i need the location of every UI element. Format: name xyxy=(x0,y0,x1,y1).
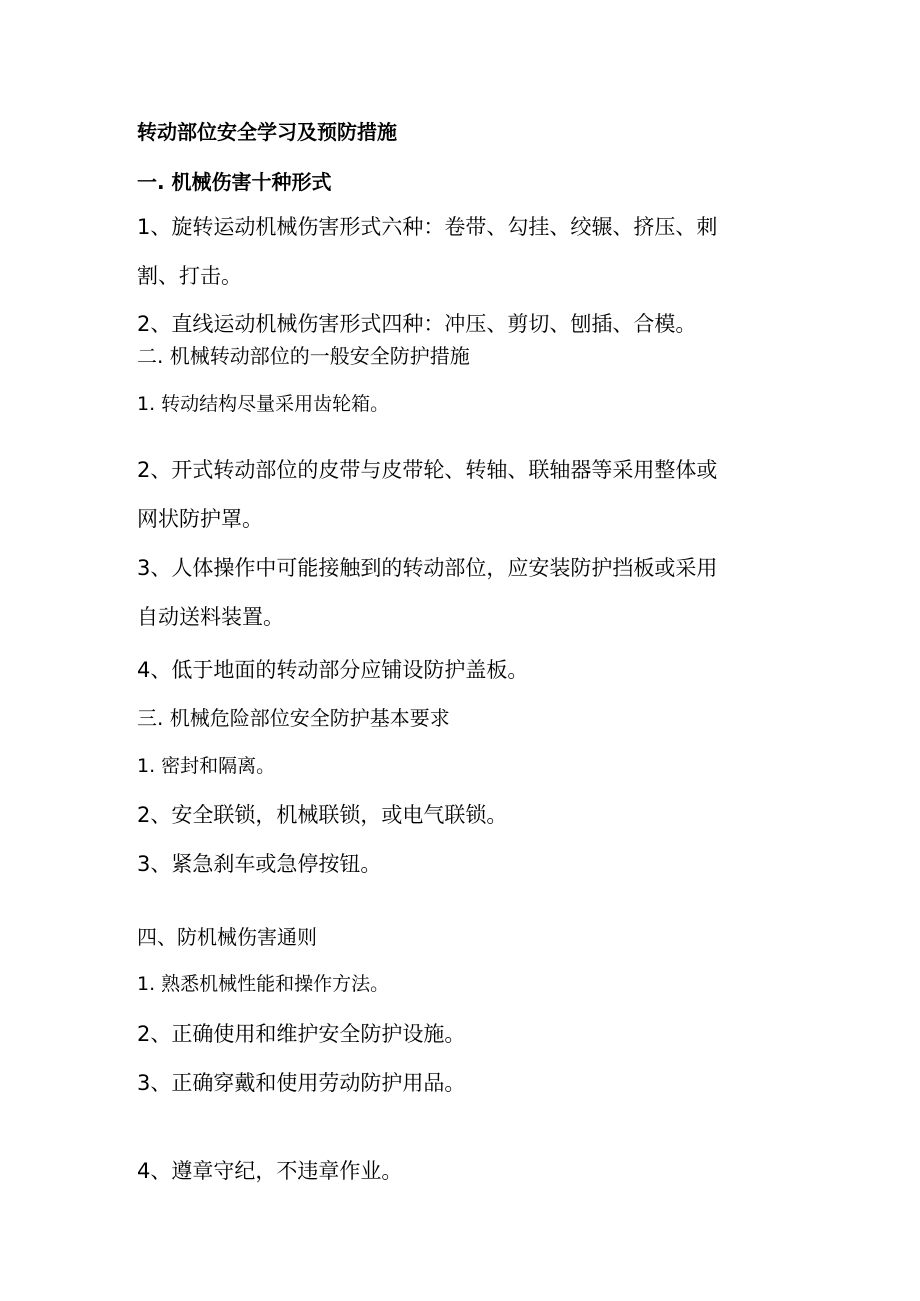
section4-heading: 四、防机械伤害通则 xyxy=(137,925,317,949)
section2-heading: 二. 机械转动部位的一般安全防护措施 xyxy=(137,344,470,368)
section4-item2: 2、正确使用和维护安全防护设施。 xyxy=(137,1022,466,1046)
section2-item3-line2: 自动送料装置。 xyxy=(137,605,284,629)
document-title: 转动部位安全学习及预防措施 xyxy=(137,120,397,144)
section4-item4: 4、遵章守纪，不违章作业。 xyxy=(137,1159,403,1183)
section2-item2-line2: 网状防护罩。 xyxy=(137,507,263,531)
section3-heading: 三. 机械危险部位安全防护基本要求 xyxy=(137,706,450,730)
section1-item1-line2: 割、打击。 xyxy=(137,264,242,288)
section3-item1: 1. 密封和隔离。 xyxy=(137,755,276,777)
section2-item2-line1: 2、开式转动部位的皮带与皮带轮、转轴、联轴器等采用整体或 xyxy=(137,458,718,482)
section1-item2: 2、直线运动机械伤害形式四种：冲压、剪切、刨插、合模。 xyxy=(137,312,697,336)
section2-item1: 1. 转动结构尽量采用齿轮箱。 xyxy=(137,393,390,415)
section3-item3: 3、紧急刹车或急停按钮。 xyxy=(137,852,382,876)
section4-item1: 1. 熟悉机械性能和操作方法。 xyxy=(137,973,390,995)
section4-item3: 3、正确穿戴和使用劳动防护用品。 xyxy=(137,1071,466,1095)
section1-item1-line1: 1、旋转运动机械伤害形式六种：卷带、勾挂、绞辗、挤压、刺 xyxy=(137,215,718,239)
section3-item2: 2、安全联锁，机械联锁，或电气联锁。 xyxy=(137,803,508,827)
section2-item4: 4、低于地面的转动部分应铺设防护盖板。 xyxy=(137,658,529,682)
section2-item3-line1: 3、人体操作中可能接触到的转动部位，应安装防护挡板或采用 xyxy=(137,556,718,580)
section1-heading: 一. 机械伤害十种形式 xyxy=(137,170,332,194)
